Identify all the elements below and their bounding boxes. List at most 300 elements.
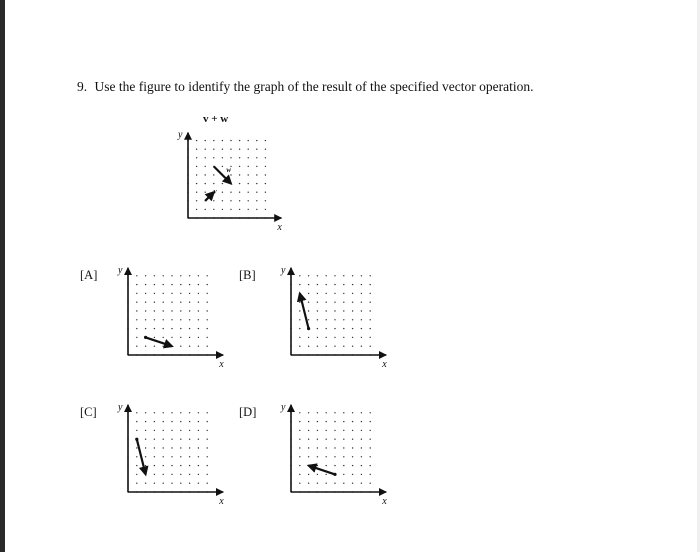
grid-dot <box>370 412 371 413</box>
grid-dot <box>361 302 362 303</box>
grid-dot <box>145 293 146 294</box>
grid-dot <box>145 483 146 484</box>
grid-dot <box>343 319 344 320</box>
grid-dot <box>326 447 327 448</box>
grid-dot <box>145 275 146 276</box>
grid-dot <box>189 483 190 484</box>
choice-b-label[interactable]: [B] <box>239 268 256 282</box>
grid-dot <box>205 174 206 175</box>
grid-dot <box>256 157 257 158</box>
grid-dot <box>256 183 257 184</box>
grid-dot <box>370 346 371 347</box>
choice-b-graph[interactable] <box>277 266 389 370</box>
grid-dot <box>163 439 164 440</box>
grid-dot <box>145 310 146 311</box>
grid-dot <box>299 421 300 422</box>
grid-dot <box>198 284 199 285</box>
grid-dot <box>171 483 172 484</box>
grid-dot <box>308 346 309 347</box>
grid-dot <box>180 293 181 294</box>
grid-dot <box>370 337 371 338</box>
grid-dot <box>171 337 172 338</box>
y-axis-label: y <box>118 266 123 276</box>
grid-dots <box>290 412 371 493</box>
grid-dot <box>317 456 318 457</box>
grid-dot <box>361 319 362 320</box>
grid-dot <box>308 447 309 448</box>
grid-dot <box>326 483 327 484</box>
grid-dot <box>213 140 214 141</box>
grid-dot <box>136 474 137 475</box>
grid-dot <box>180 319 181 320</box>
grid-dot <box>213 149 214 150</box>
grid-dot <box>163 447 164 448</box>
left-edge-shadow <box>0 0 5 552</box>
grid-dot <box>154 439 155 440</box>
grid-dot <box>265 149 266 150</box>
grid-dot <box>198 447 199 448</box>
grid-dot <box>136 275 137 276</box>
grid-dot <box>248 183 249 184</box>
grid-dot <box>248 192 249 193</box>
grid-dot <box>222 209 223 210</box>
grid-dot <box>198 319 199 320</box>
grid-dot <box>145 439 146 440</box>
grid-dot <box>308 302 309 303</box>
grid-dot <box>317 275 318 276</box>
grid-dot <box>154 319 155 320</box>
grid-dot <box>239 149 240 150</box>
grid-dot <box>352 302 353 303</box>
grid-dot <box>189 430 190 431</box>
y-axis-label: y <box>281 403 286 413</box>
grid-dot <box>265 140 266 141</box>
v-vector <box>205 192 214 201</box>
grid-dot <box>334 275 335 276</box>
grid-dot <box>370 421 371 422</box>
grid-dot <box>189 447 190 448</box>
grid-dot <box>248 174 249 175</box>
grid-dot <box>239 192 240 193</box>
grid-dot <box>265 174 266 175</box>
grid-dot <box>334 412 335 413</box>
grid-dot <box>352 412 353 413</box>
grid-dot <box>239 200 240 201</box>
grid-dot <box>352 328 353 329</box>
question-text: Use the figure to identify the graph of the result of the specified vector operation. <box>94 79 534 94</box>
grid-dot <box>198 430 199 431</box>
grid-dot <box>205 166 206 167</box>
grid-dot <box>256 209 257 210</box>
grid-dot <box>230 140 231 141</box>
grid-dot <box>361 456 362 457</box>
grid-dot <box>317 447 318 448</box>
grid-dot <box>207 483 208 484</box>
grid-dot <box>326 412 327 413</box>
grid-dot <box>196 140 197 141</box>
grid-dot <box>136 447 137 448</box>
grid-dot <box>163 474 164 475</box>
grid-dot <box>326 284 327 285</box>
grid-dot <box>299 284 300 285</box>
grid-dot <box>308 337 309 338</box>
grid-dot <box>299 346 300 347</box>
grid-dot <box>180 337 181 338</box>
grid-dot <box>352 465 353 466</box>
grid-dot <box>370 447 371 448</box>
grid-dot <box>189 328 190 329</box>
grid-dot <box>171 474 172 475</box>
choice-c-graph[interactable] <box>114 403 226 507</box>
grid-dot <box>317 337 318 338</box>
choice-a-label[interactable]: [A] <box>80 268 98 282</box>
grid-dot <box>326 337 327 338</box>
grid-dot <box>299 430 300 431</box>
grid-dot <box>248 166 249 167</box>
grid-dot <box>361 465 362 466</box>
grid-dot <box>352 310 353 311</box>
grid-dot <box>265 157 266 158</box>
grid-dot <box>205 157 206 158</box>
grid-dot <box>198 439 199 440</box>
grid-dot <box>154 465 155 466</box>
grid-dot <box>163 483 164 484</box>
grid-dot <box>180 328 181 329</box>
grid-dot <box>180 302 181 303</box>
grid-dot <box>154 447 155 448</box>
grid-dot <box>352 474 353 475</box>
grid-dot <box>361 284 362 285</box>
grid-dot <box>163 456 164 457</box>
grid-dot <box>370 474 371 475</box>
grid-dot <box>154 412 155 413</box>
grid-dot <box>207 284 208 285</box>
question-prompt <box>77 79 533 95</box>
grid-dot <box>171 439 172 440</box>
grid-dot <box>326 302 327 303</box>
grid-dot <box>136 328 137 329</box>
grid-dot <box>317 474 318 475</box>
grid-dot <box>154 346 155 347</box>
grid-dot <box>239 166 240 167</box>
grid-dot <box>196 183 197 184</box>
grid-dot <box>189 465 190 466</box>
grid-dot <box>180 275 181 276</box>
grid-dot <box>299 412 300 413</box>
grid-dot <box>370 293 371 294</box>
grid-dot <box>136 456 137 457</box>
choice-c-vector <box>137 439 146 474</box>
grid-dot <box>256 140 257 141</box>
grid-dot <box>334 430 335 431</box>
grid-dot <box>207 430 208 431</box>
grid-dot <box>180 483 181 484</box>
grid-dot <box>352 439 353 440</box>
grid-dot <box>317 483 318 484</box>
grid-dot <box>248 209 249 210</box>
grid-dot <box>154 310 155 311</box>
vector-tail <box>307 327 310 330</box>
grid-dot <box>163 465 164 466</box>
grid-dot <box>334 319 335 320</box>
grid-dot <box>180 474 181 475</box>
x-axis-label: x <box>219 359 224 370</box>
choice-d-graph[interactable] <box>277 403 389 507</box>
grid-dot <box>171 302 172 303</box>
grid-dot <box>343 421 344 422</box>
grid-dot <box>207 456 208 457</box>
grid-dot <box>189 284 190 285</box>
grid-dot <box>343 447 344 448</box>
grid-dot <box>213 183 214 184</box>
grid-dot <box>317 346 318 347</box>
grid-dot <box>207 465 208 466</box>
grid-dot <box>343 474 344 475</box>
grid-dot <box>198 456 199 457</box>
grid-dot <box>196 200 197 201</box>
grid-dot <box>171 275 172 276</box>
grid-dot <box>326 439 327 440</box>
grid-dot <box>196 192 197 193</box>
grid-dot <box>265 166 266 167</box>
grid-dot <box>189 319 190 320</box>
grid-dot <box>299 465 300 466</box>
grid-dot <box>222 183 223 184</box>
grid-dot <box>343 412 344 413</box>
grid-dot <box>265 209 266 210</box>
grid-dot <box>189 337 190 338</box>
grid-dot <box>196 149 197 150</box>
grid-dot <box>239 157 240 158</box>
grid-dot <box>352 430 353 431</box>
grid-dot <box>326 310 327 311</box>
grid-dot <box>198 465 199 466</box>
grid-dot <box>308 275 309 276</box>
grid-dot <box>145 302 146 303</box>
grid-dot <box>256 200 257 201</box>
grid-dot <box>163 293 164 294</box>
y-axis-label: y <box>281 266 286 276</box>
grid-dot <box>198 474 199 475</box>
grid-dot <box>198 483 199 484</box>
grid-dot <box>189 302 190 303</box>
grid-dot <box>334 465 335 466</box>
grid-dot <box>361 275 362 276</box>
grid-dot <box>343 430 344 431</box>
grid-dot <box>352 483 353 484</box>
grid-dots <box>290 275 371 356</box>
grid-dot <box>154 284 155 285</box>
grid-dot <box>180 284 181 285</box>
grid-dot <box>343 310 344 311</box>
grid-dot <box>154 302 155 303</box>
grid-dot <box>198 337 199 338</box>
grid-dot <box>198 346 199 347</box>
grid-dot <box>198 293 199 294</box>
grid-dot <box>265 183 266 184</box>
grid-dot <box>136 310 137 311</box>
grid-dot <box>370 430 371 431</box>
grid-dot <box>317 465 318 466</box>
vector-label-w: w <box>226 166 232 174</box>
grid-dot <box>334 421 335 422</box>
grid-dot <box>256 166 257 167</box>
grid-dot <box>370 465 371 466</box>
grid-dot <box>207 310 208 311</box>
grid-dot <box>207 319 208 320</box>
grid-dot <box>343 302 344 303</box>
grid-dot <box>171 412 172 413</box>
grid-dot <box>154 293 155 294</box>
grid-dot <box>207 412 208 413</box>
grid-dot <box>352 346 353 347</box>
vector-tail <box>135 438 138 441</box>
y-axis-label: y <box>118 403 123 413</box>
grid-dot <box>299 275 300 276</box>
grid-dot <box>171 456 172 457</box>
grid-dot <box>352 293 353 294</box>
grid-dot <box>154 456 155 457</box>
grid-dot <box>343 346 344 347</box>
grid-dot <box>189 293 190 294</box>
grid-dot <box>308 310 309 311</box>
choice-d-label[interactable]: [D] <box>239 405 257 419</box>
grid-dot <box>163 328 164 329</box>
grid-dot <box>230 209 231 210</box>
y-axis-label: y <box>178 131 183 141</box>
grid-dot <box>343 439 344 440</box>
grid-dot <box>334 447 335 448</box>
grid-dot <box>308 474 309 475</box>
grid-dot <box>230 174 231 175</box>
grid-dot <box>299 439 300 440</box>
question-number: 9. <box>77 79 88 94</box>
choice-a-graph[interactable] <box>114 266 226 370</box>
grid-dot <box>145 328 146 329</box>
grid-dot <box>326 293 327 294</box>
grid-dot <box>171 465 172 466</box>
grid-dot <box>222 140 223 141</box>
grid-dot <box>308 293 309 294</box>
grid-dot <box>180 439 181 440</box>
grid-dot <box>361 447 362 448</box>
grid-dot <box>317 412 318 413</box>
grid-dot <box>222 157 223 158</box>
grid-dot <box>180 447 181 448</box>
grid-dot <box>370 302 371 303</box>
grid-dot <box>299 447 300 448</box>
grid-dot <box>343 337 344 338</box>
grid-dot <box>189 474 190 475</box>
operation-label: v + w <box>203 113 229 125</box>
grid-dot <box>308 456 309 457</box>
grid-dot <box>154 328 155 329</box>
grid-dot <box>198 310 199 311</box>
grid-dot <box>171 421 172 422</box>
grid-dot <box>163 346 164 347</box>
grid-dot <box>352 447 353 448</box>
grid-dot <box>136 421 137 422</box>
grid-dot <box>317 284 318 285</box>
grid-dot <box>222 166 223 167</box>
grid-dot <box>370 439 371 440</box>
grid-dot <box>207 275 208 276</box>
grid-dot <box>248 157 249 158</box>
grid-dot <box>189 456 190 457</box>
grid-dot <box>171 293 172 294</box>
grid-dot <box>207 474 208 475</box>
grid-dot <box>256 174 257 175</box>
grid-dot <box>136 483 137 484</box>
grid-dot <box>326 456 327 457</box>
grid-dot <box>334 483 335 484</box>
choice-c-label[interactable]: [C] <box>80 405 97 419</box>
grid-dot <box>299 474 300 475</box>
grid-dot <box>205 209 206 210</box>
grid-dot <box>317 421 318 422</box>
grid-dot <box>317 319 318 320</box>
grid-dot <box>207 328 208 329</box>
grid-dot <box>239 140 240 141</box>
grid-dot <box>343 293 344 294</box>
grid-dot <box>265 200 266 201</box>
grid-dot <box>352 456 353 457</box>
grid-dot <box>343 456 344 457</box>
grid-dot <box>222 192 223 193</box>
grid-dot <box>154 483 155 484</box>
grid-dot <box>163 284 164 285</box>
grid-dot <box>248 140 249 141</box>
grid-dot <box>334 456 335 457</box>
grid-dot <box>361 474 362 475</box>
grid-dot <box>299 310 300 311</box>
grid-dot <box>163 319 164 320</box>
grid-dot <box>171 328 172 329</box>
grid-dot <box>163 275 164 276</box>
vector-tail <box>333 473 336 476</box>
grid-dot <box>189 412 190 413</box>
grid-dot <box>180 430 181 431</box>
grid-dot <box>334 293 335 294</box>
grid-dot <box>299 319 300 320</box>
grid-dot <box>334 439 335 440</box>
grid-dot <box>299 456 300 457</box>
grid-dot <box>136 346 137 347</box>
grid-dot <box>326 328 327 329</box>
grid-dot <box>136 337 137 338</box>
grid-dot <box>370 456 371 457</box>
grid-dot <box>326 319 327 320</box>
grid-dot <box>343 328 344 329</box>
grid-dot <box>198 328 199 329</box>
grid-dot <box>326 346 327 347</box>
grid-dot <box>239 209 240 210</box>
grid-dot <box>207 302 208 303</box>
grid-dot <box>136 430 137 431</box>
grid-dot <box>265 192 266 193</box>
grid-dot <box>145 447 146 448</box>
grid-dot <box>171 284 172 285</box>
grid-dot <box>352 421 353 422</box>
grid-dot <box>136 284 137 285</box>
choice-b-vector <box>300 293 309 328</box>
grid-dot <box>205 140 206 141</box>
grid-dot <box>198 302 199 303</box>
grid-dot <box>370 310 371 311</box>
grid-dot <box>299 337 300 338</box>
grid-dot <box>171 430 172 431</box>
grid-dot <box>145 346 146 347</box>
